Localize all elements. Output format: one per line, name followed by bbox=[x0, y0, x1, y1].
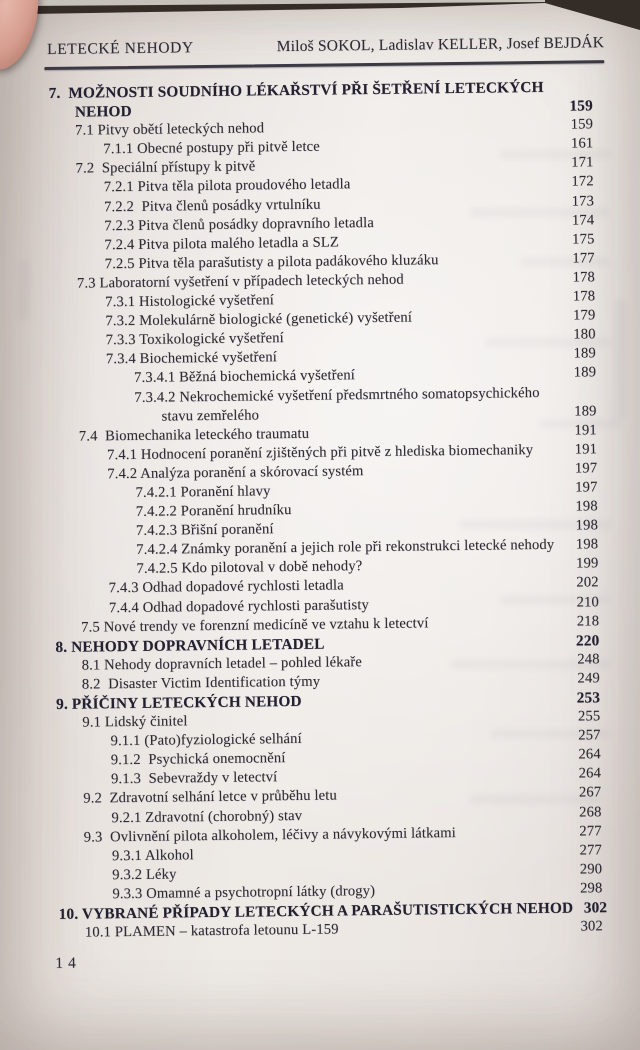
toc-entry-title: 7.2 Speciální přístupy k pitvě bbox=[75, 158, 256, 177]
toc-entry-title: 7.2.5 Pitva těla parašutisty a pilota padákového kluzáku bbox=[104, 252, 439, 273]
toc-entry-page: 220 bbox=[575, 631, 600, 650]
toc-entry-page: 198 bbox=[575, 517, 599, 534]
toc-entry-page: 277 bbox=[579, 841, 603, 859]
toc-entry-page: 302 bbox=[583, 899, 608, 917]
toc-entry-title: 7.3.2 Molekulárně biologické (genetické) vyšetření bbox=[105, 309, 413, 330]
toc-entry-title: 7.4.2.5 Kdo pilotoval v době nehody? bbox=[136, 558, 363, 578]
toc-entry-page: 174 bbox=[571, 211, 595, 229]
toc-entry-title: 7.4.2.4 Známky poranění a jejich role při rekonstrukci letecké nehody bbox=[136, 537, 555, 559]
toc-entry-title: 7.5 Nové trendy ve forenzní medicíně ve vztahu k letectví bbox=[81, 614, 429, 636]
show-through-smudge bbox=[18, 260, 30, 320]
toc-entry-title: 7.3.4 Biochemické vyšetření bbox=[105, 349, 278, 368]
toc-entry-page: 177 bbox=[572, 250, 595, 267]
toc-entry-title: 7.2.2 Pitva členů posádky vrtulníku bbox=[103, 196, 321, 215]
toc-entry-title: 7.4.3 Odhad dopadové rychlosti letadla bbox=[108, 577, 344, 597]
toc-entry-page: 268 bbox=[579, 803, 602, 821]
toc-entry-title: 7.3 Laboratorní vyšetření v případech leteckých nehod bbox=[76, 271, 404, 292]
toc-entry-title: 7.3.3 Toxikologické vyšetření bbox=[105, 330, 284, 349]
toc-entry-page: 161 bbox=[570, 135, 594, 152]
toc-entry-title: 8.2 Disaster Victim Identification týmy bbox=[81, 673, 321, 693]
toc-entry-page: 277 bbox=[579, 822, 602, 840]
toc-entry-page: 159 bbox=[569, 97, 593, 115]
toc-entry-title: 7.1.1 Obecné postupy při pitvě letce bbox=[103, 138, 320, 158]
toc-entry-title: 7.2.4 Pitva pilota malého letadla a SLZ bbox=[104, 234, 340, 254]
toc-entry-title: stavu zemřelého bbox=[161, 406, 260, 425]
toc-entry-page: 198 bbox=[575, 536, 599, 553]
show-through-smudge bbox=[614, 300, 626, 420]
toc-entry-page: 173 bbox=[571, 192, 595, 210]
header-rule bbox=[44, 60, 604, 70]
toc-entry-page: 189 bbox=[574, 402, 597, 420]
toc-entry-page: 198 bbox=[575, 498, 598, 515]
toc-entry-page: 218 bbox=[576, 612, 600, 630]
toc-entry-page: 264 bbox=[578, 746, 601, 763]
toc-entry-title: 9.2 Zdravotní selhání letce v průběhu letu bbox=[83, 787, 338, 808]
toc-entry-page: 298 bbox=[579, 880, 603, 897]
table-of-contents bbox=[45, 77, 615, 943]
toc-entry-title: 8.1 Nehody dopravních letadel – pohled lékaře bbox=[81, 653, 363, 674]
toc-entry-title: 7.4.1 Hodnocení poranění zjištěných při pitvě z hlediska biomechaniky bbox=[106, 441, 534, 464]
toc-entry-page: 175 bbox=[572, 231, 595, 248]
page-top-edge-shadow bbox=[0, 0, 640, 36]
toc-entry-title: 7.1 Pitvy obětí leteckých nehod bbox=[75, 120, 265, 139]
toc-entry-title: 7.2.3 Pitva členů posádky dopravního letadla bbox=[104, 214, 374, 234]
toc-entry-page: 202 bbox=[576, 574, 599, 591]
toc-entry-page: 264 bbox=[578, 765, 602, 782]
toc-entry-title: 9.3.2 Léky bbox=[112, 866, 177, 884]
toc-entry-title: 7.3.1 Histologické vyšetření bbox=[105, 292, 275, 311]
book-title: LETECKÉ NEHODY bbox=[47, 39, 194, 58]
toc-entry-page: 171 bbox=[571, 154, 594, 171]
toc-entry-page: 189 bbox=[573, 364, 597, 381]
toc-entry-title: 7.3.4.1 Běžná biochemická vyšetření bbox=[134, 367, 356, 387]
toc-entry-page: 197 bbox=[575, 479, 598, 496]
toc-entry-page: 197 bbox=[574, 460, 598, 477]
toc-entry-title: 9.1.1 (Pato)fyziologické selhání bbox=[110, 731, 302, 750]
toc-entry-page: 255 bbox=[577, 708, 601, 725]
toc-entry-title: 7.4.2.2 Poranění hrudníku bbox=[135, 502, 292, 520]
toc-entry-title: 7. MOŽNOSTI SOUDNÍHO LÉKAŘSTVÍ PŘI ŠETŘENÍ LETECKÝCH bbox=[48, 78, 544, 102]
page-content bbox=[44, 33, 615, 972]
toc-entry-page: 302 bbox=[580, 918, 603, 935]
toc-entry-page: 159 bbox=[570, 116, 594, 133]
toc-entry-title: 7.4.2.3 Břišní poranění bbox=[135, 521, 274, 540]
toc-entry-page: 189 bbox=[573, 345, 596, 362]
toc-entry-title: 7.4.2.1 Poranění hlavy bbox=[135, 483, 271, 501]
toc-entry-title: 9.2.1 Zdravotní (chorobný) stav bbox=[111, 807, 303, 826]
toc-entry-page bbox=[562, 396, 608, 397]
toc-entry-title: 9.1.3 Sebevraždy v letectví bbox=[110, 769, 278, 788]
toc-entry-title: NEHOD bbox=[74, 103, 132, 121]
toc-entry-title: 9.3 Ovlivnění pilota alkoholem, léčivy a návykovými látkami bbox=[83, 824, 456, 846]
toc-entry-title: 9.3.1 Alkohol bbox=[111, 846, 194, 864]
toc-entry-title: 7.4.2 Analýza poranění a skórovací systém bbox=[107, 463, 364, 483]
toc-entry-page: 257 bbox=[578, 727, 601, 744]
toc-entry-page: 253 bbox=[576, 689, 601, 707]
toc-entry-title: 9.1.2 Psychická onemocnění bbox=[110, 750, 286, 769]
toc-entry-title: 9.3.3 Omamné a psychotropní látky (drogy) bbox=[112, 882, 376, 903]
toc-entry-page: 199 bbox=[575, 555, 599, 572]
toc-entry-title: 8. NEHODY DOPRAVNÍCH LETADEL bbox=[55, 635, 325, 656]
toc-entry-page: 249 bbox=[577, 670, 600, 687]
toc-entry-page: 248 bbox=[577, 651, 600, 668]
toc-entry-page: 290 bbox=[579, 861, 603, 878]
toc-entry-title: 10. VYBRANÉ PŘÍPADY LETECKÝCH A PARAŠUTISTICKÝCH NEHOD bbox=[58, 899, 574, 923]
toc-entry-page: 191 bbox=[574, 441, 598, 458]
toc-entry-title: 7.3.4.2 Nekrochemické vyšetření předsmrtného somatopsychického bbox=[134, 384, 540, 406]
toc-entry-page: 179 bbox=[572, 307, 596, 324]
toc-entry-title: 10.1 PLAMEN – katastrofa letounu L-159 bbox=[84, 921, 339, 941]
toc-entry-page: 178 bbox=[572, 288, 596, 305]
toc-entry-page: 267 bbox=[578, 784, 602, 801]
toc-entry-page: 172 bbox=[571, 173, 594, 191]
toc-entry-title: 7.2.1 Pitva těla pilota proudového letadla bbox=[103, 176, 351, 196]
toc-entry-title: 7.4 Biomechanika leteckého traumatu bbox=[78, 425, 310, 445]
toc-entry-title: 9.1 Lidský činitel bbox=[82, 713, 188, 731]
toc-entry-page bbox=[559, 91, 605, 92]
toc-entry-page: 210 bbox=[576, 593, 600, 611]
toc-entry-page: 178 bbox=[572, 269, 596, 286]
authors: Miloš SOKOL, Ladislav KELLER, Josef BEJDÁK bbox=[276, 34, 605, 56]
toc-entry-page: 180 bbox=[573, 326, 596, 343]
toc-entry-title: 9. PŘÍČINY LETECKÝCH NEHOD bbox=[56, 692, 302, 713]
toc-entry-page: 191 bbox=[574, 421, 597, 439]
toc-entry-title: 7.4.4 Odhad dopadové rychlosti parašutisty bbox=[108, 596, 370, 616]
running-header bbox=[44, 33, 604, 60]
folio-page-number: 14 bbox=[55, 954, 81, 972]
